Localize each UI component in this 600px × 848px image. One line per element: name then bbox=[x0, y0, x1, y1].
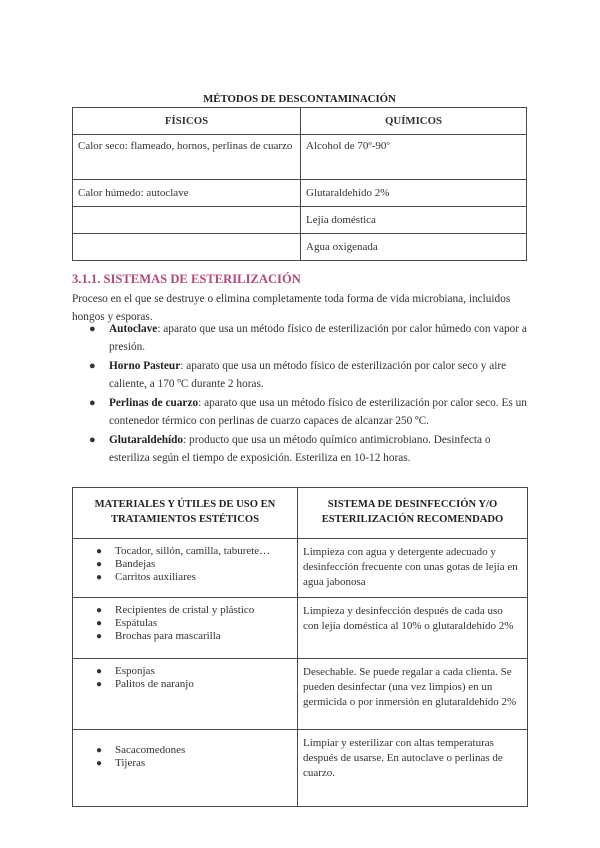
material-item: ● Carritos auxiliares bbox=[96, 571, 196, 583]
bullet-icon: ● bbox=[96, 679, 103, 690]
header-materials: MATERIALES Y ÚTILES DE USO EN TRATAMIENTOS ESTÉTICOS bbox=[73, 488, 298, 539]
materials-cell bbox=[73, 659, 298, 730]
table1-title: MÉTODOS DE DESCONTAMINACIÓN bbox=[203, 93, 396, 105]
table1-cell: Lejía doméstica bbox=[301, 207, 527, 234]
materials-cell bbox=[73, 730, 298, 807]
materials-disinfection-table bbox=[72, 487, 528, 807]
table1-row bbox=[73, 207, 527, 234]
table1-cell bbox=[73, 207, 301, 234]
material-item: ● Tocador, sillón, camilla, taburete… bbox=[96, 545, 271, 557]
table1-cell: Glutaraldehído 2% bbox=[301, 180, 527, 207]
list-item bbox=[72, 431, 532, 467]
material-item: ● Tijeras bbox=[96, 757, 146, 769]
table1-row bbox=[73, 180, 527, 207]
list-item bbox=[72, 320, 532, 356]
system-cell: Limpieza con agua y detergente adecuado y desinfección frecuente con unas gotas de lejía en agua jabonosa bbox=[298, 539, 528, 598]
bullet-icon: ● bbox=[89, 397, 96, 409]
table1-header-row bbox=[73, 108, 527, 135]
bullet-icon: ● bbox=[96, 745, 103, 756]
materials-cell bbox=[73, 598, 298, 659]
table1-cell: Calor húmedo: autoclave bbox=[73, 180, 301, 207]
list-item-text: : producto que usa un método químico antimicrobiano. Desinfecta o esteriliza según el tiempo de exposición. Esteriliza en 10-12 horas. bbox=[109, 434, 491, 464]
bullet-icon: ● bbox=[96, 666, 103, 677]
table1-cell: Calor seco: flameado, hornos, perlinas de cuarzo bbox=[73, 135, 301, 180]
header-system: SISTEMA DE DESINFECCIÓN Y/O ESTERILIZACIÓN RECOMENDADO bbox=[298, 488, 528, 539]
material-item: ● Sacacomedones bbox=[96, 744, 186, 756]
material-item: ● Bandejas bbox=[96, 558, 156, 570]
system-cell: Limpiar y esterilizar con altas temperaturas después de usarse. En autoclave o perlinas de cuarzo. bbox=[298, 730, 528, 807]
material-item: ● Espátulas bbox=[96, 617, 158, 629]
bullet-icon: ● bbox=[96, 546, 103, 557]
system-cell: Desechable. Se puede regalar a cada clienta. Se pueden desinfectar (una vez limpios) en un germicida o por inmersión en glutaraldehído 2% bbox=[298, 659, 528, 730]
table1-row bbox=[73, 135, 527, 180]
bullet-icon: ● bbox=[96, 559, 103, 570]
list-item-text: : aparato que usa un método físico de esterilización por calor seco. Es un contenedor térmico con perlinas de cuarzo capaces de alcanzar 250 ºC. bbox=[109, 397, 527, 427]
list-item bbox=[72, 394, 532, 430]
bullet-icon: ● bbox=[96, 618, 103, 629]
list-item-term: Autoclave bbox=[109, 323, 158, 335]
list-item bbox=[72, 357, 532, 393]
material-item: ● Recipientes de cristal y plástico bbox=[96, 604, 255, 616]
table2-row bbox=[73, 598, 528, 659]
bullet-icon: ● bbox=[89, 434, 96, 446]
table2-row bbox=[73, 539, 528, 598]
section-intro: Proceso en el que se destruye o elimina completamente toda forma de vida microbiana, incluidos hongos y esporas. bbox=[72, 293, 511, 323]
system-cell: Limpieza y desinfección después de cada uso con lejía doméstica al 10% o glutaraldehído 2% bbox=[298, 598, 528, 659]
material-item: ● Brochas para mascarilla bbox=[96, 630, 221, 642]
section-heading: 3.1.1. SISTEMAS DE ESTERILIZACIÓN bbox=[72, 272, 301, 286]
list-item-term: Horno Pasteur bbox=[109, 360, 181, 372]
bullet-icon: ● bbox=[89, 323, 96, 335]
table1-cell bbox=[73, 234, 301, 261]
sterilization-list bbox=[72, 320, 532, 468]
table1-row bbox=[73, 234, 527, 261]
table1-cell: Alcohol de 70º-90º bbox=[301, 135, 527, 180]
bullet-icon: ● bbox=[96, 758, 103, 769]
decontamination-methods-table bbox=[72, 107, 527, 261]
table2-header-row bbox=[73, 488, 528, 539]
list-item-text: : aparato que usa un método físico de esterilización por calor seco y aire caliente, a 170 ºC durante 2 horas. bbox=[109, 360, 507, 390]
table2-row bbox=[73, 659, 528, 730]
table1-cell: Agua oxigenada bbox=[301, 234, 527, 261]
list-item-term: Perlinas de cuarzo bbox=[109, 397, 199, 409]
list-item-term: Glutaraldehído bbox=[109, 434, 184, 446]
bullet-icon: ● bbox=[89, 360, 96, 372]
bullet-icon: ● bbox=[96, 605, 103, 616]
header-physical: FÍSICOS bbox=[73, 108, 301, 135]
bullet-icon: ● bbox=[96, 631, 103, 642]
list-item-text: : aparato que usa un método físico de esterilización por calor húmedo con vapor a presión. bbox=[109, 323, 527, 353]
materials-cell bbox=[73, 539, 298, 598]
material-item: ● Palitos de naranjo bbox=[96, 678, 194, 690]
table2-row bbox=[73, 730, 528, 807]
material-item: ● Esponjas bbox=[96, 665, 155, 677]
header-chemical: QUÍMICOS bbox=[301, 108, 527, 135]
bullet-icon: ● bbox=[96, 572, 103, 583]
